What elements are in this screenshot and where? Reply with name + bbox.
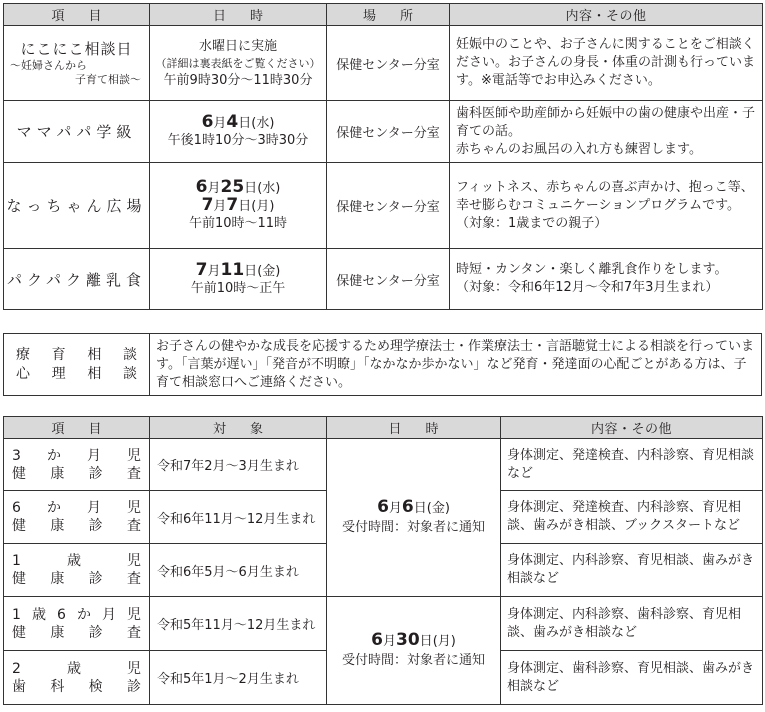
target-cell: 令和6年5月～6月生まれ <box>150 544 327 597</box>
item-cell: 2 歳 児 歯 科 検 診 <box>4 651 150 705</box>
datetime-cell: 6 月 4 日 (水) 午後1時10分～3時30分 <box>150 101 327 163</box>
item-cell: なっちゃん広場 <box>4 163 150 249</box>
content-cell: 身体測定、発達検査、内科診察、育児相談、歯みがき相談、ブックスタートなど <box>501 491 763 544</box>
item-cell: にこにこ相談日 ～妊婦さんから 子育て相談～ <box>4 26 150 101</box>
consultation-text: お子さんの健やかな成長を応援するため理学療法士・作業療法士・言語聴覚士による相談を行っています。「言葉が遅い」「発音が不明瞭」「なかなか歩かない」など発育・発達面の心配ごとがある方は、子育て相談窓口へご連絡ください。 <box>150 334 762 396</box>
checkup-date-cell: 6 月 6 日 (金) 受付時間：対象者に通知 <box>327 439 501 597</box>
content-cell: 身体測定、内科診察、歯科診察、育児相談、歯みがき相談など <box>501 597 763 651</box>
header-place: 場 所 <box>327 4 450 26</box>
header-target: 対 象 <box>150 417 327 439</box>
table-row <box>4 597 763 651</box>
class-schedule-table <box>3 3 763 310</box>
item-cell: ママパパ学級 <box>4 101 150 163</box>
table-row <box>4 101 763 163</box>
target-cell: 令和5年11月～12月生まれ <box>150 597 327 651</box>
item-cell: パクパク離乳食 <box>4 249 150 310</box>
health-checkup-table <box>3 416 763 705</box>
item-cell: 1 歳 児 健 康 診 査 <box>4 544 150 597</box>
place-cell: 保健センター分室 <box>327 249 450 310</box>
table-row <box>4 439 763 491</box>
datetime-cell: 水曜日に実施 （詳細は裏表紙をご覧ください） 午前9時30分～11時30分 <box>150 26 327 101</box>
content-cell: フィットネス、赤ちゃんの喜ぶ声かけ、抱っこ等、幸せ膨らむコミュニケーションプログラムです。 （対象：1歳までの親子） <box>450 163 763 249</box>
header-item: 項 目 <box>4 417 150 439</box>
target-cell: 令和6年11月～12月生まれ <box>150 491 327 544</box>
datetime-cell: 7 月 11 日 (金) 午前10時～正午 <box>150 249 327 310</box>
place-cell: 保健センター分室 <box>327 101 450 163</box>
item-cell: 3 か 月 児 健 康 診 査 <box>4 439 150 491</box>
header-content: 内容・その他 <box>450 4 763 26</box>
table-row <box>4 249 763 310</box>
header-datetime: 日 時 <box>150 4 327 26</box>
content-cell: 時短・カンタン・楽しく離乳食作りをします。 （対象：令和6年12月～令和7年3月生まれ） <box>450 249 763 310</box>
content-cell: 妊娠中のことや、お子さんに関することをご相談ください。お子さんの身長・体重の計測も行っています。※電話等でお申込みください。 <box>450 26 763 101</box>
content-cell: 歯科医師や助産師から妊娠中の歯の健康や出産・子育ての話。 赤ちゃんのお風呂の入れ方も練習します。 <box>450 101 763 163</box>
item-cell: 6 か 月 児 健 康 診 査 <box>4 491 150 544</box>
header-datetime: 日 時 <box>327 417 501 439</box>
header-content: 内容・その他 <box>501 417 763 439</box>
table-header-row <box>4 417 763 439</box>
content-cell: 身体測定、歯科診察、育児相談、歯みがき相談など <box>501 651 763 705</box>
checkup-date-cell: 6 月 30 日 (月) 受付時間：対象者に通知 <box>327 597 501 705</box>
place-cell: 保健センター分室 <box>327 26 450 101</box>
table-header-row <box>4 4 763 26</box>
consultation-label: 療 育 相 談 心 理 相 談 <box>4 334 150 396</box>
header-item: 項 目 <box>4 4 150 26</box>
place-cell: 保健センター分室 <box>327 163 450 249</box>
table-row <box>4 163 763 249</box>
development-consultation-box <box>3 333 762 396</box>
content-cell: 身体測定、発達検査、内科診察、育児相談など <box>501 439 763 491</box>
target-cell: 令和7年2月～3月生まれ <box>150 439 327 491</box>
item-cell: 1 歳 6 か 月 児 健 康 診 査 <box>4 597 150 651</box>
content-cell: 身体測定、内科診察、育児相談、歯みがき相談など <box>501 544 763 597</box>
datetime-cell: 6 月 25 日 (水) 7 月 7 日 (月) 午前10時～11時 <box>150 163 327 249</box>
target-cell: 令和5年1月～2月生まれ <box>150 651 327 705</box>
table-row <box>4 26 763 101</box>
